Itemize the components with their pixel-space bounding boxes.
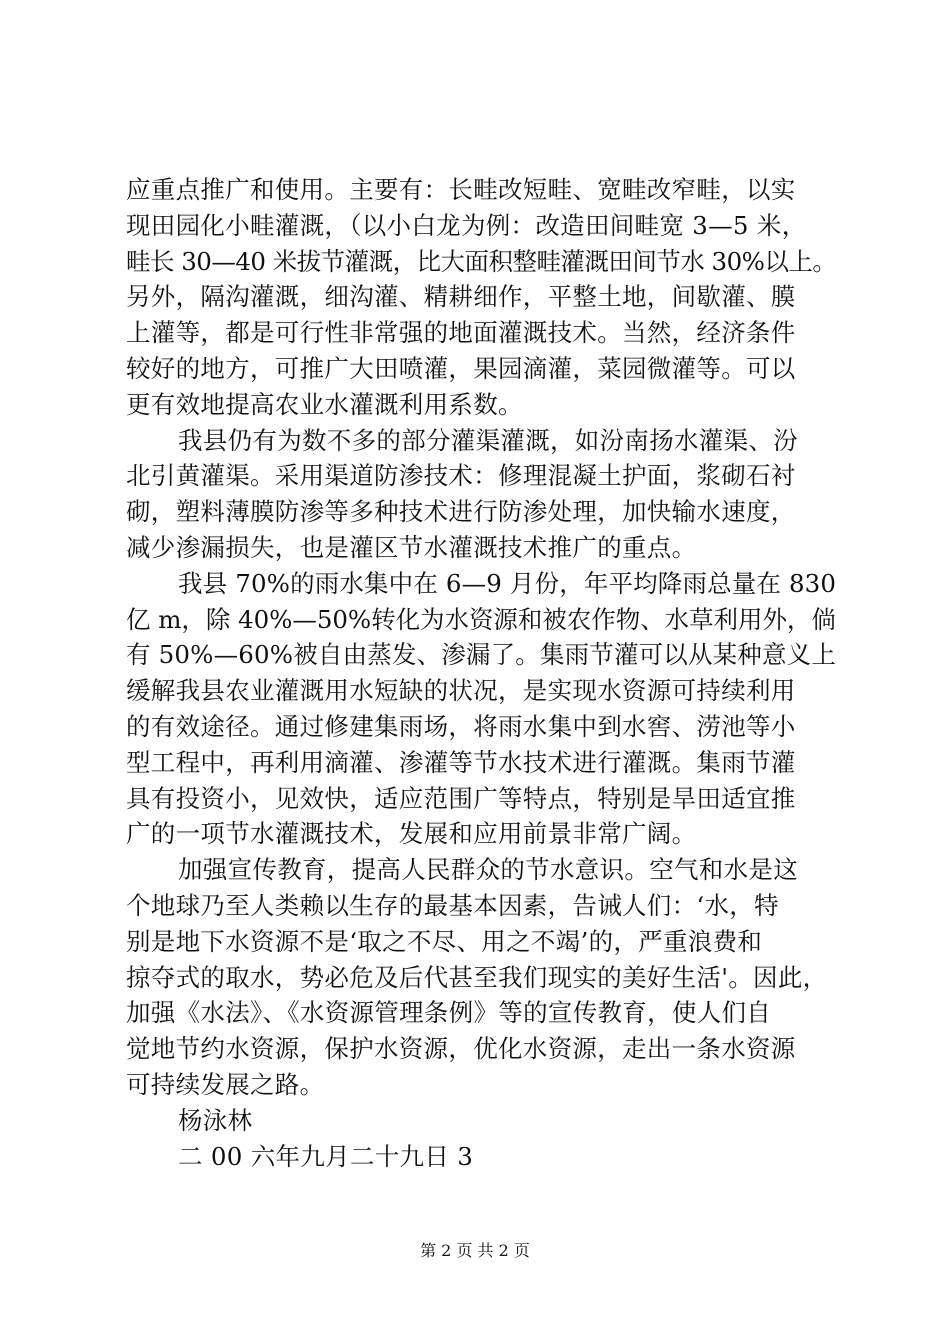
document-body [126,172,836,1174]
text-line: 较好的地方，可推广大田喷灌，果园滴灌，菜园微灌等。可以 [126,353,796,383]
text-line: 有 50%—60%被自由蒸发、渗漏了。集雨节灌可以从某种意义上 [126,640,836,670]
paragraph-4 [126,852,836,1103]
text-line: 畦长 30—40 米拔节灌溉，比大面积整畦灌溉田间节水 30%以上。 [126,246,837,276]
text-line: 我县 70%的雨水集中在 6—9 月份，年平均降雨总量在 830 [178,568,837,598]
text-line: 减少渗漏损失，也是灌区节水灌溉技术推广的重点。 [126,532,697,562]
text-line: 加强宣传教育，提高人民群众的节水意识。空气和水是这 [178,855,798,885]
signature-block [126,1103,836,1175]
text-line: 掠夺式的取水，势必危及后代甚至我们现实的美好生活'。因此， [126,962,828,992]
text-line: 具有投资小，见效快，适应范围广等特点，特别是旱田适宜推 [126,783,796,813]
text-line: 应重点推广和使用。主要有：长畦改短畦、宽畦改窄畦，以实 [126,175,796,204]
text-line: 加强《水法》、《水资源管理条例》等的宣传教育，使人们自 [126,998,772,1028]
text-line: 我县仍有为数不多的部分灌渠灌溉，如汾南扬水灌渠、汾 [178,425,798,455]
author-name: 杨泳林 [178,1105,253,1135]
text-line: 另外，隔沟灌溉，细沟灌、精耕细作，平整土地，间歇灌、膜 [126,282,796,312]
text-line: 广的一项节水灌溉技术，发展和应用前景非常广阔。 [126,819,697,849]
signature-date: 二 00 六年九月二十九日 3 [178,1141,474,1171]
text-line: 别是地下水资源不是‘取之不尽、用之不竭’的，严重浪费和 [126,926,763,956]
text-line: 的有效途径。通过修建集雨场，将雨水集中到水窖、涝池等小 [126,711,796,741]
paragraph-1 [126,172,836,423]
text-line: 型工程中，再利用滴灌、渗灌等节水技术进行灌溉。集雨节灌 [126,747,796,777]
paragraph-2 [126,423,836,566]
text-line: 更有效地提高农业水灌溉利用系数。 [126,389,523,419]
page-footer: 第 2 页 共 2 页 [420,1241,530,1260]
paragraph-3 [126,566,836,852]
text-line: 缓解我县农业灌溉用水短缺的状况，是实现水资源可持续利用 [126,676,796,706]
text-line: 现田园化小畦灌溉，（以小白龙为例：改造田间畦宽 3—5 米， [126,210,807,240]
text-line: 上灌等，都是可行性非常强的地面灌溉技术。当然，经济条件 [126,318,796,348]
text-line: 个地球乃至人类赖以生存的最基本因素，告诫人们：‘水，特 [126,890,779,920]
text-line: 觉地节约水资源，保护水资源，优化水资源，走出一条水资源 [126,1034,796,1064]
text-line: 砌，塑料薄膜防渗等多种技术进行防渗处理，加快输水速度， [126,497,796,527]
text-line: 北引黄灌渠。采用渠道防渗技术：修理混凝土护面，浆砌石衬 [126,461,796,491]
text-line: 可持续发展之路。 [126,1069,325,1099]
text-line: 亿 m，除 40%—50%转化为水资源和被农作物、水草利用外，倘 [126,604,836,634]
